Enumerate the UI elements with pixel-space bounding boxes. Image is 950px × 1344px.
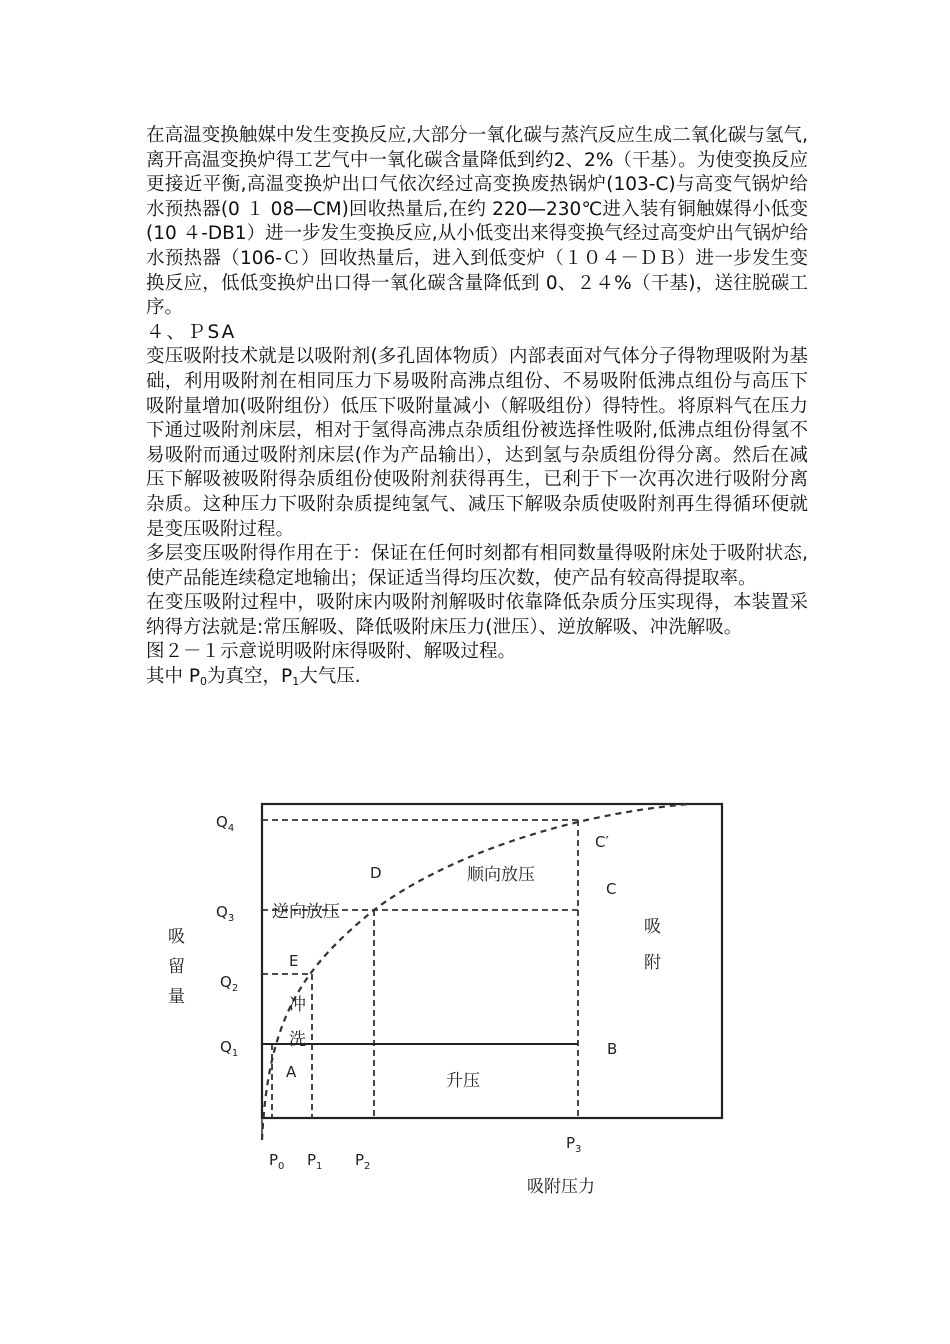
paragraph-desorption-methods: 在变压吸附过程中，吸附床内吸附剂解吸时依靠降低杂质分压实现得，本装置采纳得方法就是:常压解吸、降低吸附床压力(泄压）、逆放解吸、冲洗解吸。 <box>146 592 808 638</box>
region-label-adsorb-char-1: 吸 <box>644 917 661 937</box>
isotherm-diagram <box>160 790 760 1210</box>
paragraph-shift-conversion: 在高温变换触媒中发生变换反应,大部分一氧化碳与蒸汽反应生成二氧化碳与氢气,离开高温变换炉得工艺气中一氧化碳含量降低到约2、2%（干基）。为使变换反应更接近平衡,高温变换炉出口气依次经过高变换废热锅炉(103-C)与高变气锅炉给水预热器(0 １ 08—CM)回收热量后,在约 220—230℃进入装有铜触媒得小低变(10 ４-DB1）进一步发生变换反应,从小低变出来得变换气经过高变炉出气锅炉给水预热器（106-Ｃ）回收热量后，进入到低变炉（１０４－ＤＢ）进一步发生变换反应，低低变换炉出口得一氧化碳含量降低到 0、２４%（干基)，送往脱碳工序。 <box>146 125 808 319</box>
x-tick-p2: $P_2$ <box>355 1151 371 1172</box>
y-tick-q2: $Q_2$ <box>220 973 239 994</box>
x-tick-p0: $P_0$ <box>269 1151 285 1172</box>
x-tick-p3: $P_3$ <box>566 1134 582 1155</box>
point-label-a: A <box>286 1063 297 1081</box>
point-label-e: E <box>289 952 299 970</box>
y-axis-label-char-1: 吸 <box>168 927 185 947</box>
y-tick-q4: $Q_4$ <box>216 813 235 834</box>
region-label-purge-char-1: 冲 <box>289 995 306 1015</box>
region-label-reverse-depressurize: 逆向放压 <box>272 902 340 922</box>
y-tick-q3: $Q_3$ <box>216 903 235 924</box>
region-label-pressurize: 升压 <box>446 1071 480 1091</box>
section-heading-psa: ４、ＰSA <box>146 321 237 343</box>
adsorption-isotherm-figure <box>160 790 760 1210</box>
x-tick-p1: $P_1$ <box>307 1151 323 1172</box>
y-tick-q1: $Q_1$ <box>220 1038 239 1059</box>
point-label-c: C <box>606 880 617 898</box>
x-axis-label: 吸附压力 <box>527 1177 595 1197</box>
paragraph-figure-reference: 图２－１示意说明吸附床得吸附、解吸过程。 <box>146 641 517 663</box>
region-label-adsorb-char-2: 附 <box>644 953 661 973</box>
body-text <box>146 124 808 690</box>
region-label-purge-char-2: 洗 <box>289 1030 306 1050</box>
point-label-d: D <box>370 864 382 882</box>
paragraph-pressure-note: 其中 $P_0$为真空，$P_1$大气压. <box>146 666 361 689</box>
point-label-c-prime: C′ <box>595 833 609 851</box>
point-label-b: B <box>607 1040 618 1058</box>
paragraph-multilayer-psa: 多层变压吸附得作用在于：保证在任何时刻都有相同数量得吸附床处于吸附状态,使产品能连续稳定地输出；保证适当得均压次数，使产品有较高得提取率。 <box>146 543 808 589</box>
y-axis-label-char-3: 量 <box>168 987 185 1007</box>
region-label-forward-depressurize: 顺向放压 <box>467 865 535 885</box>
paragraph-psa-principle: 变压吸附技术就是以吸附剂(多孔固体物质）内部表面对气体分子得物理吸附为基础，利用吸附剂在相同压力下易吸附高沸点组份、不易吸附低沸点组份与高压下吸附量增加(吸附组份）低压下吸附量减小（解吸组份）得特性。将原料气在压力下通过吸附剂床层，相对于氢得高沸点杂质组份被选择性吸附,低沸点组份得氢不易吸附而通过吸附剂床层(作为产品输出），达到氢与杂质组份得分离。然后在减压下解吸被吸附得杂质组份使吸附剂获得再生，已利于下一次再次进行吸附分离杂质。这种压力下吸附杂质提纯氢气、减压下解吸杂质使吸附剂再生得循环便就是变压吸附过程。 <box>146 346 808 540</box>
y-axis-label-char-2: 留 <box>168 957 185 977</box>
